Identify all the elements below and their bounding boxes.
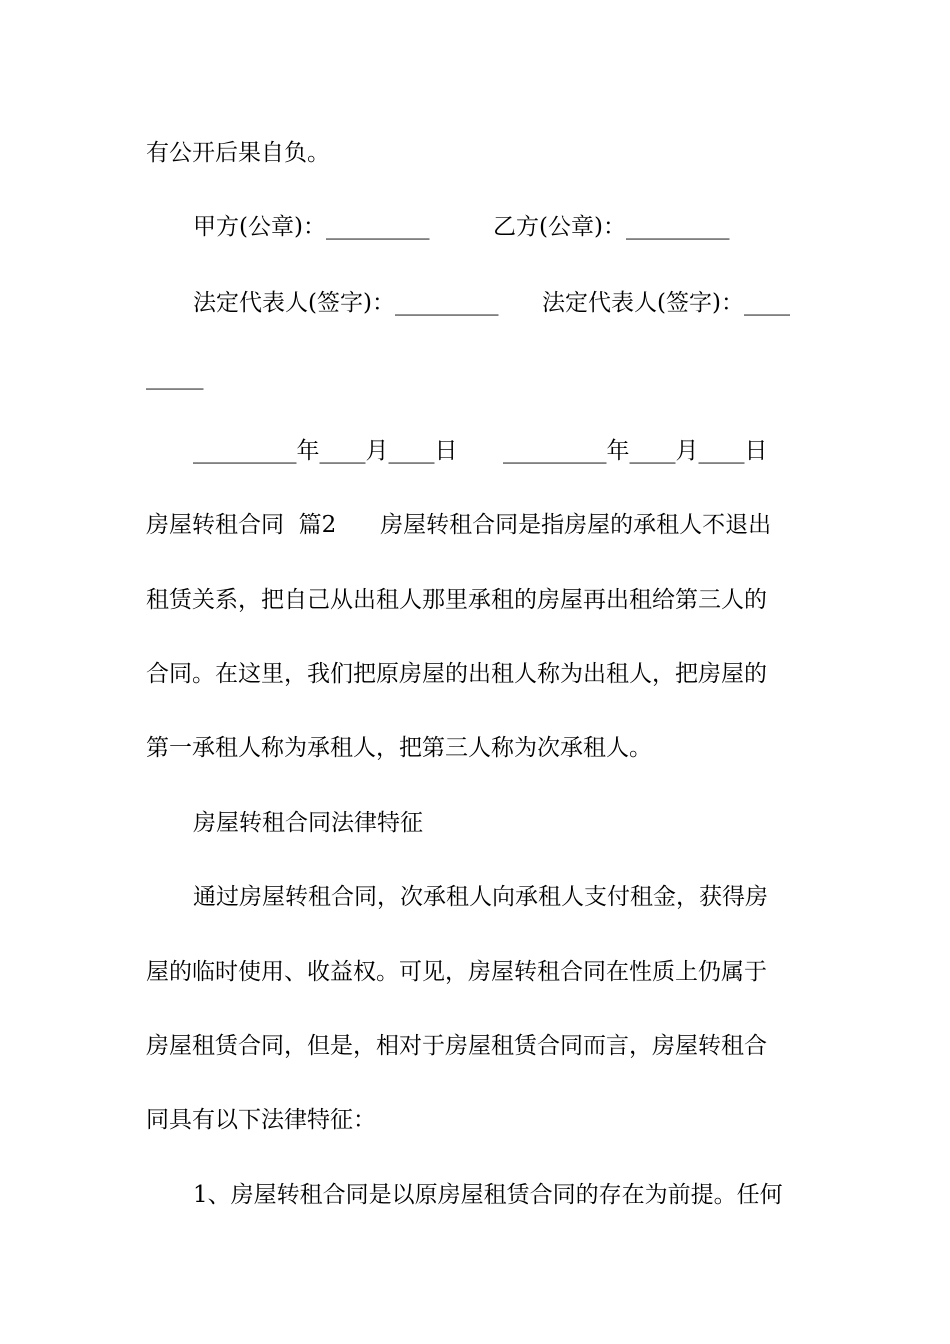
text-line: 第一承租人称为承租人，把第三人称为次承租人。 (146, 735, 652, 761)
party-a-representative-line: 法定代表人(签字)：_________ (193, 290, 499, 316)
text-line: 有公开后果自负。 (146, 140, 330, 166)
text-line: 租赁关系，把自己从出租人那里承租的房屋再出租给第三人的 (146, 587, 767, 613)
party-b-representative-line: 法定代表人(签字)：____ (542, 290, 790, 316)
list-item-line: 1、房屋转租合同是以原房屋租赁合同的存在为前提。任何 (193, 1182, 783, 1208)
party-b-date-line: _________年____月____日 (503, 438, 768, 464)
party-b-seal-line: 乙方(公章)：_________ (493, 214, 730, 240)
text-line: 同具有以下法律特征： (146, 1107, 376, 1133)
text-line: 屋的临时使用、收益权。可见，房屋转租合同在性质上仍属于 (146, 959, 767, 985)
section-heading-line: 房屋转租合同 篇2 房屋转租合同是指房屋的承租人不退出 (146, 512, 772, 538)
party-a-date-line: _________年____月____日 (193, 438, 458, 464)
text-line: 合同。在这里，我们把原房屋的出租人称为出租人，把房屋的 (146, 661, 767, 687)
text-line: 房屋租赁合同，但是，相对于房屋租赁合同而言，房屋转租合 (146, 1033, 767, 1059)
party-a-seal-line: 甲方(公章)：_________ (193, 214, 430, 240)
subheading-line: 房屋转租合同法律特征 (193, 810, 423, 836)
text-line: 通过房屋转租合同，次承租人向承租人支付租金，获得房 (193, 884, 768, 910)
text-line: _____ (146, 364, 204, 390)
